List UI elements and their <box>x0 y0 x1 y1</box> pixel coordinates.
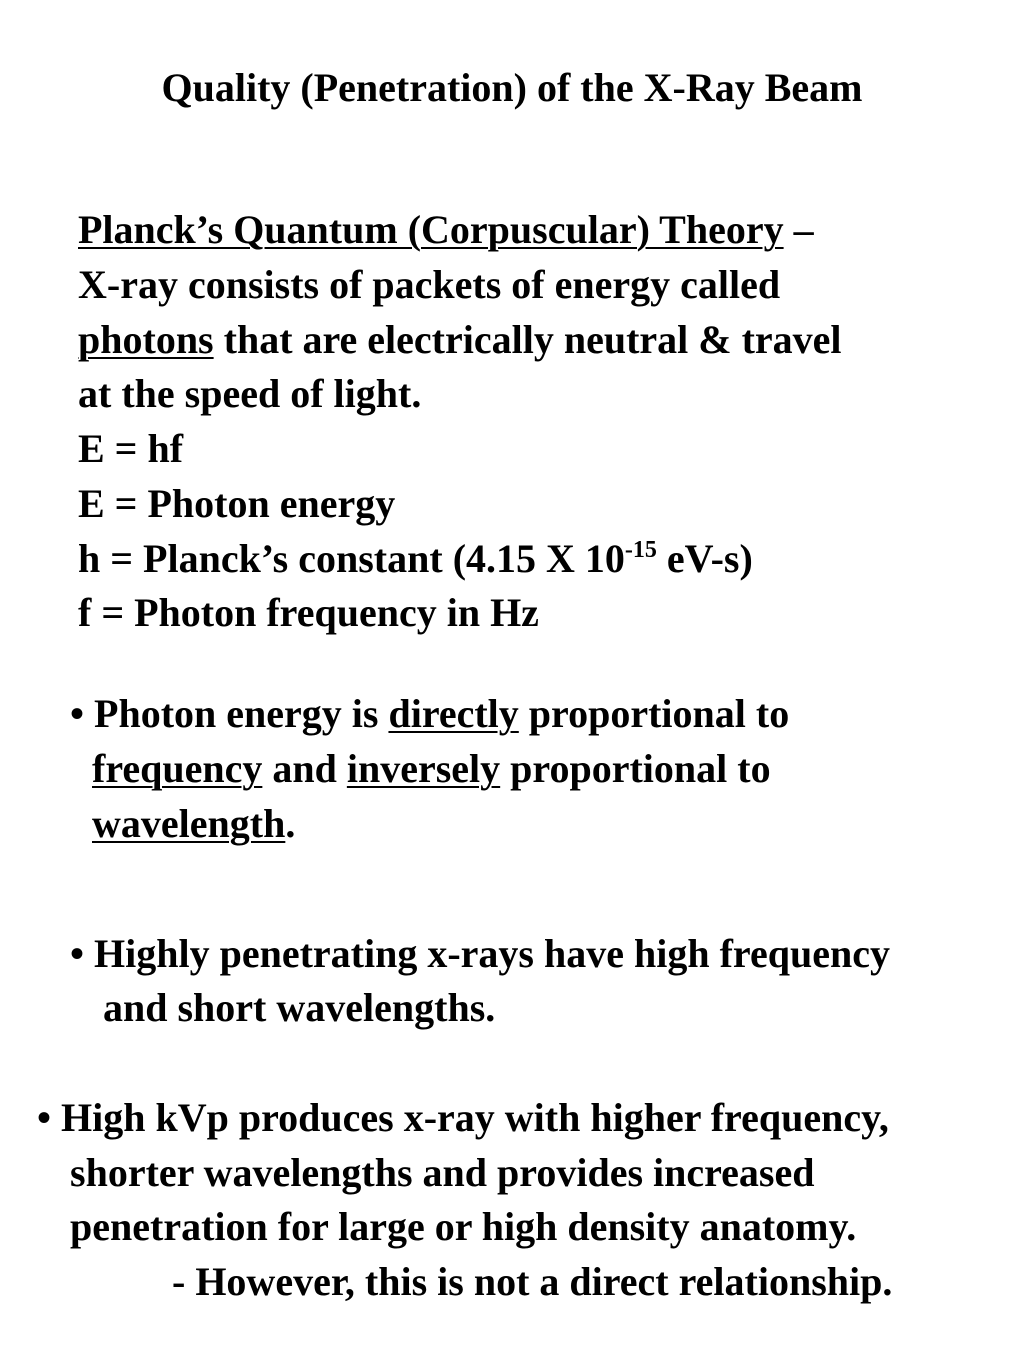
bullet1-line-1 <box>70 690 789 738</box>
bullet2-line-1: • Highly penetrating x-rays have high frequency <box>70 931 890 976</box>
frequency-term: frequency <box>92 746 263 791</box>
theory-line-3 <box>78 316 842 364</box>
definition-h-exponent: -15 <box>624 537 657 563</box>
equation: E = hf <box>78 426 184 471</box>
definition-h-prefix: h = Planck’s constant (4.15 X 10 <box>78 536 625 581</box>
bullet1-text-3: proportional to <box>500 746 771 791</box>
directly-term: directly <box>388 691 519 736</box>
bullet1-line-2 <box>92 745 771 793</box>
bullet3-line-2: shorter wavelengths and provides increased <box>70 1150 815 1195</box>
theory-line-3-rest: that are electrically neutral & travel <box>213 317 842 362</box>
bullet1-text: Photon energy is <box>84 691 389 736</box>
bullet3-line-1: • High kVp produces x-ray with higher frequency, <box>37 1095 889 1140</box>
bullet1-text-2: proportional to <box>518 691 790 736</box>
wavelength-term: wavelength <box>92 801 286 846</box>
bullet1-line-3 <box>92 800 295 848</box>
bullet3-line-4: - However, this is not a direct relationship. <box>172 1259 893 1304</box>
inversely-term: inversely <box>346 746 501 791</box>
bullet1-and: and <box>262 746 347 791</box>
theory-line-4: at the speed of light. <box>78 371 422 416</box>
definition-f: f = Photon frequency in Hz <box>78 590 539 635</box>
theory-heading: Planck’s Quantum (Corpuscular) Theory <box>78 207 784 252</box>
definition-h <box>78 535 753 583</box>
bullet3-line-3: penetration for large or high density anatomy. <box>70 1204 857 1249</box>
page-title: Quality (Penetration) of the X-Ray Beam <box>161 65 863 110</box>
definition-e: E = Photon energy <box>78 481 396 526</box>
definition-h-suffix: eV-s) <box>656 536 753 581</box>
theory-heading-line <box>78 206 814 254</box>
theory-dash: – <box>783 207 814 252</box>
bullet2-line-2: and short wavelengths. <box>103 985 496 1030</box>
bullet1-period: . <box>285 801 296 846</box>
bullet-marker: • <box>70 691 85 736</box>
photons-term: photons <box>78 317 214 362</box>
theory-line-2: X-ray consists of packets of energy called <box>78 262 781 307</box>
